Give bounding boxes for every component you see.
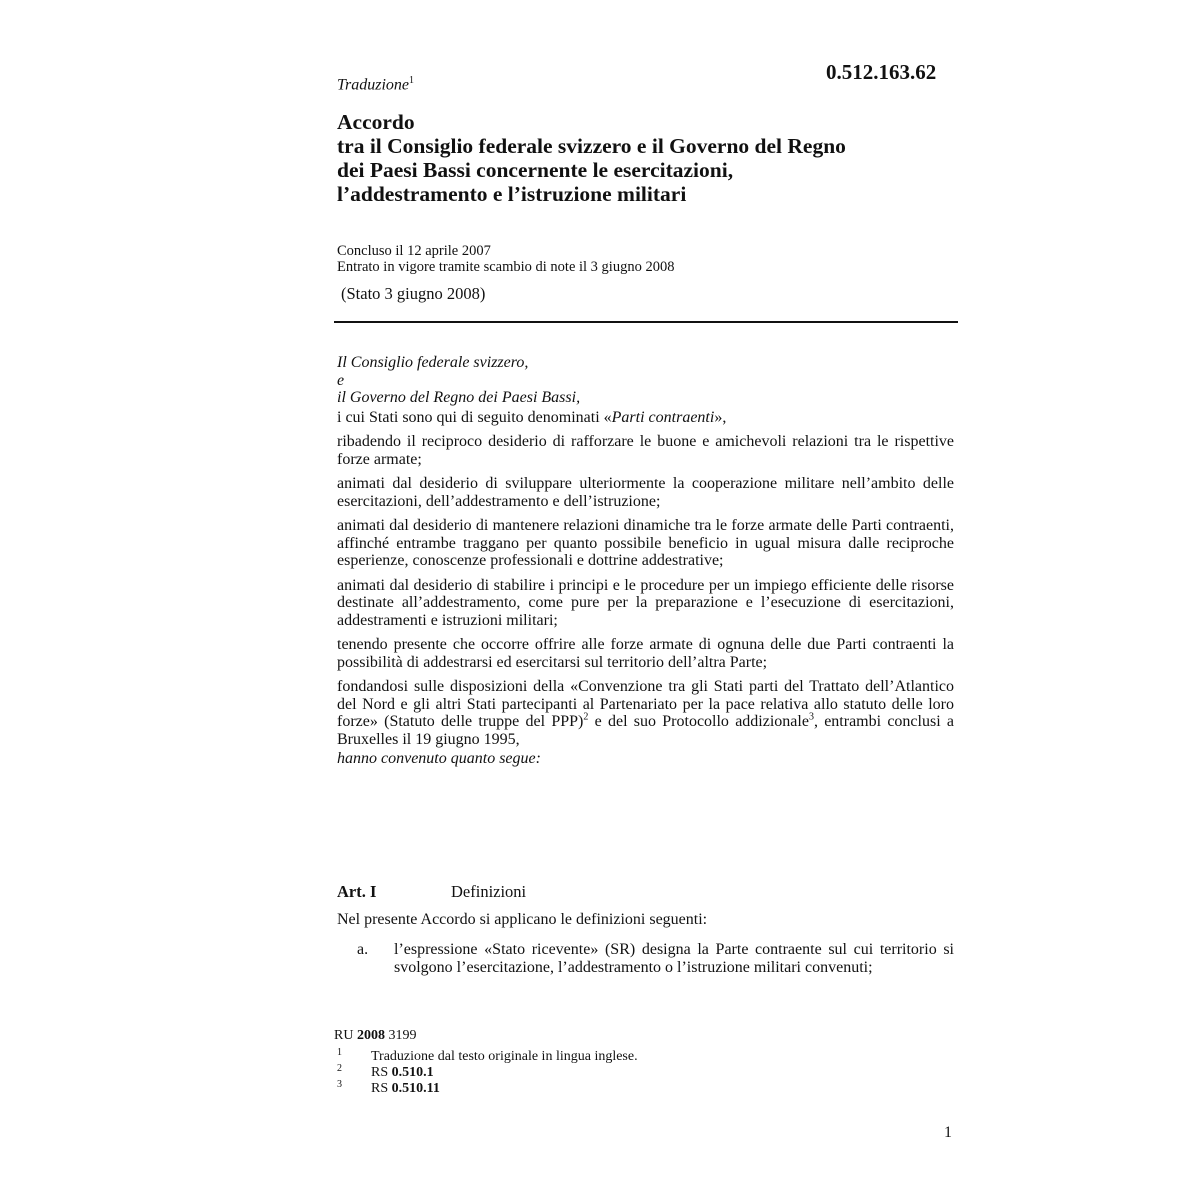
footnote-number: 2: [337, 1063, 342, 1074]
footnote-ref-3: 3: [808, 711, 814, 723]
definition-item: [357, 941, 954, 976]
header-divider: [334, 321, 958, 323]
party-1: Il Consiglio federale svizzero,: [337, 354, 529, 371]
title-line: Accordo: [337, 110, 415, 134]
article-heading: [337, 882, 526, 902]
preamble-paragraph: animati dal desiderio di mantenere relazioni dinamiche tra le forze armate delle Parti contraenti, affinché entrambe traggano per quanto possibile beneficio in ugual misura dalle reciproche esperienze, conoscenze professionali e dottrine addestrative;: [337, 517, 954, 569]
item-label: a.: [357, 941, 369, 958]
designation-post: »,: [714, 408, 727, 426]
concluded-date: Concluso il 12 aprile 2007: [337, 243, 491, 259]
footnote-text: [371, 1065, 434, 1081]
article-title: Definizioni: [451, 882, 527, 901]
footnote-ref-1: 1: [409, 75, 415, 86]
footnote-text: [371, 1081, 440, 1097]
translation-label: [337, 75, 414, 94]
preamble-paragraph: animati dal desiderio di stabilire i principi e le procedure per un impiego efficiente delle risorse destinate all’addestramento, come pure per la preparazione e l’esecuzione di esercitazioni, addestramenti e istruzioni militari;: [337, 576, 954, 629]
footnote-sr-ref: 0.510.1: [391, 1065, 434, 1080]
preamble-paragraph: animati dal desiderio di sviluppare ulteriormente la cooperazione militare nell’ambito delle esercitazioni, dell’addestramento e dell’istruzione;: [337, 475, 954, 510]
footnote-ref-2: 2: [583, 711, 589, 723]
p6-text-a: fondandosi sulle disposizioni della «Convenzione tra gli Stati parti del Trattato dell’Atlantico del Nord e gli altri Stati partecipanti al Partenariato per la pace relativa allo statuto delle loro forze» (Statuto delle truppe del PPP): [337, 678, 954, 730]
designation-pre: i cui Stati sono qui di seguito denominati «: [337, 408, 612, 426]
ru-year: 2008: [356, 1028, 385, 1043]
article-number: Art. I: [337, 882, 377, 901]
preamble-paragraph: ribadendo il reciproco desiderio di rafforzare le buone e amichevoli relazioni tra le rispettive forze armate;: [337, 433, 954, 468]
ru-page: 3199: [388, 1028, 417, 1043]
preamble: [337, 354, 954, 768]
designation-term: Parti contraenti: [611, 408, 715, 426]
title-line: tra il Consiglio federale svizzero e il Governo del Regno: [337, 134, 846, 158]
footnote-prefix: RS: [371, 1065, 392, 1080]
preamble-paragraph: tenendo presente che occorre offrire alle forze armate di ognuna delle due Parti contraenti la possibilità di addestrarsi ed esercitarsi sul territorio dell’altra Parte;: [337, 636, 954, 671]
preamble-paragraph: [337, 678, 954, 748]
article-intro: Nel presente Accordo si applicano le definizioni seguenti:: [337, 911, 708, 928]
p6-text-b: e del suo Protocollo addizionale: [588, 713, 809, 730]
p6-text-c: , entrambi conclusi a Bruxelles il 19 giugno 1995,: [337, 713, 955, 748]
item-text: l’espressione «Stato ricevente» (SR) designa la Parte contraente sul cui territorio si svolgono l’esercitazione, l’addestramento o l’istruzione militari convenuti;: [394, 941, 954, 976]
party-conjunction: e: [337, 371, 345, 389]
title-line: dei Paesi Bassi concernente le esercitazioni,: [337, 158, 734, 182]
footnote-prefix: RS: [371, 1081, 392, 1096]
entry-into-force-date: Entrato in vigore tramite scambio di note il 3 giugno 2008: [337, 259, 675, 275]
ru-reference: [334, 1028, 416, 1044]
translation-text: Traduzione: [337, 76, 410, 94]
footnote: [337, 1081, 440, 1097]
preamble-closing: hanno convenuto quanto segue:: [337, 750, 541, 767]
footnote-sr-ref: 0.510.11: [391, 1081, 440, 1096]
page-number: 1: [944, 1124, 952, 1141]
footnote-text: Traduzione dal testo originale in lingua inglese.: [371, 1049, 638, 1064]
footnote-number: 1: [337, 1047, 342, 1058]
document-title: [337, 110, 957, 206]
ru-prefix: RU: [334, 1028, 354, 1043]
footnote-number: 3: [337, 1079, 342, 1090]
sr-number: 0.512.163.62: [826, 60, 937, 84]
parties-designation: [337, 409, 954, 427]
status-date: (Stato 3 giugno 2008): [341, 284, 486, 303]
title-line: l’addestramento e l’istruzione militari: [337, 182, 687, 206]
document-dates: [337, 243, 674, 275]
footnote: [337, 1049, 638, 1065]
party-2: il Governo del Regno dei Paesi Bassi,: [337, 389, 581, 406]
